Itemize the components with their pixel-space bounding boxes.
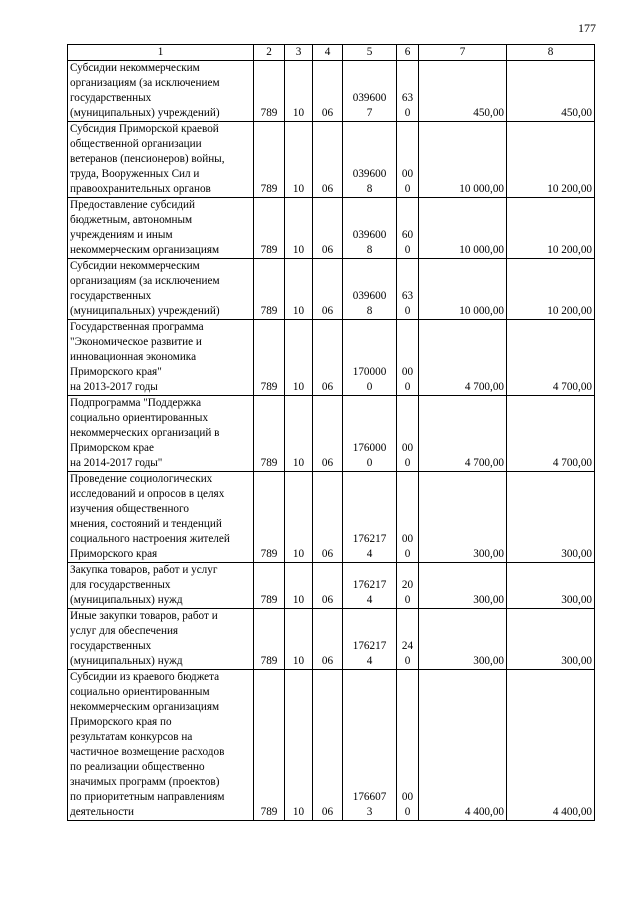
target-article-cell [343, 609, 397, 670]
column-header: 1 [68, 45, 254, 61]
target-article-cell [343, 472, 397, 563]
cell-line: 7 [366, 107, 373, 119]
cell-line: 176217 [352, 640, 387, 652]
cell-line: 4 [366, 655, 373, 667]
cell-line: общественной организации [70, 138, 202, 150]
cell-line: государственных [70, 92, 152, 104]
code-cell: 789 [254, 198, 285, 259]
cell-line: правоохранительных органов [70, 183, 211, 195]
code-cell: 789 [254, 122, 285, 198]
row-name-cell [68, 122, 254, 198]
code-cell: 06 [313, 198, 343, 259]
code-cell: 06 [313, 259, 343, 320]
cell-line: 00 [401, 442, 414, 454]
cell-line: 8 [366, 244, 373, 256]
amount-cell-col7: 4 400,00 [419, 670, 507, 821]
amount-cell-col7: 4 700,00 [419, 396, 507, 472]
target-article-cell [343, 563, 397, 609]
target-article-cell [343, 670, 397, 821]
table-body [68, 61, 595, 821]
table-row [68, 472, 595, 563]
expense-type-cell [397, 259, 419, 320]
code-cell: 10 [285, 563, 313, 609]
table-row [68, 609, 595, 670]
cell-line: инновационная экономика [70, 351, 197, 363]
amount-cell-col8: 4 700,00 [507, 396, 595, 472]
cell-line: Приморского края по [70, 716, 172, 728]
table-row [68, 320, 595, 396]
amount-cell-col8: 300,00 [507, 563, 595, 609]
code-cell: 789 [254, 472, 285, 563]
cell-line: социально ориентированным [70, 686, 210, 698]
cell-line: 0 [404, 655, 411, 667]
cell-line: 00 [401, 533, 414, 545]
code-cell: 789 [254, 61, 285, 122]
cell-line: некоммерческим организациям [70, 701, 220, 713]
cell-line: Подпрограмма "Поддержка [70, 397, 202, 409]
cell-line: некоммерческим организациям [70, 244, 220, 256]
cell-line: государственных [70, 640, 152, 652]
code-cell: 10 [285, 198, 313, 259]
cell-line: 63 [401, 290, 414, 302]
cell-line: 039600 [352, 229, 387, 241]
row-name-cell [68, 396, 254, 472]
row-name-cell [68, 563, 254, 609]
cell-line: (муниципальных) учреждений) [70, 305, 220, 317]
cell-line: Проведение социологических [70, 473, 213, 485]
cell-line: 176217 [352, 579, 387, 591]
expense-type-cell [397, 320, 419, 396]
column-header: 3 [285, 45, 313, 61]
cell-line: социально ориентированных [70, 412, 209, 424]
cell-line: по реализации общественно [70, 761, 205, 773]
table-row [68, 259, 595, 320]
cell-line: организациям (за исключением [70, 77, 220, 89]
cell-line: 0 [404, 594, 411, 606]
column-header: 5 [343, 45, 397, 61]
cell-line: 63 [401, 92, 414, 104]
code-cell: 789 [254, 609, 285, 670]
expense-type-cell [397, 122, 419, 198]
target-article-cell [343, 61, 397, 122]
cell-line: Закупка товаров, работ и услуг [70, 564, 218, 576]
table-header-row [68, 45, 595, 61]
code-cell: 06 [313, 61, 343, 122]
cell-line: 176000 [352, 442, 387, 454]
cell-line: 00 [401, 168, 414, 180]
cell-line: Иные закупки товаров, работ и [70, 610, 218, 622]
row-name-cell [68, 198, 254, 259]
amount-cell-col7: 4 700,00 [419, 320, 507, 396]
cell-line: 0 [404, 107, 411, 119]
cell-line: 3 [366, 806, 373, 818]
target-article-cell [343, 122, 397, 198]
amount-cell-col8: 10 200,00 [507, 259, 595, 320]
cell-line: 4 [366, 548, 373, 560]
cell-line: 0 [404, 457, 411, 469]
table-row [68, 122, 595, 198]
amount-cell-col7: 300,00 [419, 609, 507, 670]
cell-line: 0 [404, 548, 411, 560]
amount-cell-col8: 10 200,00 [507, 122, 595, 198]
column-header: 4 [313, 45, 343, 61]
code-cell: 10 [285, 670, 313, 821]
code-cell: 10 [285, 472, 313, 563]
cell-line: Государственная программа [70, 321, 204, 333]
cell-line: труда, Вооруженных Сил и [70, 168, 200, 180]
cell-line: 60 [401, 229, 414, 241]
expense-type-cell [397, 563, 419, 609]
column-header: 6 [397, 45, 419, 61]
cell-line: 039600 [352, 92, 387, 104]
cell-line: бюджетным, автономным [70, 214, 193, 226]
code-cell: 10 [285, 122, 313, 198]
amount-cell-col7: 10 000,00 [419, 259, 507, 320]
cell-line: Субсидия Приморской краевой [70, 123, 219, 135]
code-cell: 10 [285, 259, 313, 320]
row-name-cell [68, 609, 254, 670]
cell-line: ветеранов (пенсионеров) войны, [70, 153, 225, 165]
cell-line: 8 [366, 183, 373, 195]
code-cell: 789 [254, 320, 285, 396]
amount-cell-col7: 10 000,00 [419, 198, 507, 259]
cell-line: 24 [401, 640, 414, 652]
amount-cell-col8: 450,00 [507, 61, 595, 122]
cell-line: по приоритетным направлениям [70, 791, 225, 803]
page-number: 177 [578, 21, 596, 35]
expense-type-cell [397, 396, 419, 472]
cell-line: 176217 [352, 533, 387, 545]
code-cell: 06 [313, 396, 343, 472]
cell-line: 176607 [352, 791, 387, 803]
cell-line: 4 [366, 594, 373, 606]
amount-cell-col7: 10 000,00 [419, 122, 507, 198]
target-article-cell [343, 320, 397, 396]
cell-line: (муниципальных) нужд [70, 655, 183, 667]
amount-cell-col8: 4 700,00 [507, 320, 595, 396]
amount-cell-col8: 4 400,00 [507, 670, 595, 821]
cell-line: услуг для обеспечения [70, 625, 179, 637]
expense-type-cell [397, 609, 419, 670]
budget-table [67, 44, 595, 821]
target-article-cell [343, 396, 397, 472]
cell-line: изучения общественного [70, 503, 189, 515]
cell-line: 0 [366, 457, 373, 469]
cell-line: Субсидии некоммерческим [70, 62, 200, 74]
cell-line: Приморского края" [70, 366, 162, 378]
code-cell: 06 [313, 563, 343, 609]
table-row [68, 563, 595, 609]
cell-line: значимых программ (проектов) [70, 776, 220, 788]
cell-line: 00 [401, 366, 414, 378]
code-cell: 06 [313, 472, 343, 563]
code-cell: 789 [254, 396, 285, 472]
code-cell: 06 [313, 670, 343, 821]
cell-line: 0 [404, 381, 411, 393]
cell-line: 0 [404, 183, 411, 195]
amount-cell-col8: 300,00 [507, 472, 595, 563]
cell-line: на 2013-2017 годы [70, 381, 158, 393]
code-cell: 10 [285, 61, 313, 122]
row-name-cell [68, 320, 254, 396]
column-header: 2 [254, 45, 285, 61]
expense-type-cell [397, 198, 419, 259]
row-name-cell [68, 61, 254, 122]
expense-type-cell [397, 670, 419, 821]
code-cell: 789 [254, 670, 285, 821]
column-header: 7 [419, 45, 507, 61]
cell-line: "Экономическое развитие и [70, 336, 202, 348]
amount-cell-col8: 10 200,00 [507, 198, 595, 259]
cell-line: учреждениям и иным [70, 229, 173, 241]
code-cell: 06 [313, 122, 343, 198]
table-row [68, 198, 595, 259]
target-article-cell [343, 198, 397, 259]
row-name-cell [68, 472, 254, 563]
cell-line: 039600 [352, 168, 387, 180]
column-header: 8 [507, 45, 595, 61]
expense-type-cell [397, 472, 419, 563]
cell-line: Приморском крае [70, 442, 154, 454]
cell-line: государственных [70, 290, 152, 302]
cell-line: некоммерческих организаций в [70, 427, 220, 439]
cell-line: мнения, состояний и тенденций [70, 518, 222, 530]
code-cell: 789 [254, 259, 285, 320]
row-name-cell [68, 259, 254, 320]
cell-line: Предоставление субсидий [70, 199, 196, 211]
cell-line: деятельности [70, 806, 135, 818]
cell-line: исследований и опросов в целях [70, 488, 225, 500]
amount-cell-col7: 300,00 [419, 472, 507, 563]
amount-cell-col8: 300,00 [507, 609, 595, 670]
code-cell: 10 [285, 396, 313, 472]
cell-line: 0 [404, 806, 411, 818]
code-cell: 789 [254, 563, 285, 609]
cell-line: для государственных [70, 579, 171, 591]
cell-line: 0 [404, 305, 411, 317]
cell-line: (муниципальных) нужд [70, 594, 183, 606]
cell-line: результатам конкурсов на [70, 731, 193, 743]
cell-line: на 2014-2017 годы" [70, 457, 163, 469]
code-cell: 10 [285, 320, 313, 396]
code-cell: 10 [285, 609, 313, 670]
target-article-cell [343, 259, 397, 320]
cell-line: 8 [366, 305, 373, 317]
table-row [68, 61, 595, 122]
table-row [68, 670, 595, 821]
cell-line: 039600 [352, 290, 387, 302]
cell-line: (муниципальных) учреждений) [70, 107, 220, 119]
amount-cell-col7: 450,00 [419, 61, 507, 122]
expense-type-cell [397, 61, 419, 122]
cell-line: Субсидии из краевого бюджета [70, 671, 220, 683]
cell-line: социального настроения жителей [70, 533, 230, 545]
cell-line: организациям (за исключением [70, 275, 220, 287]
amount-cell-col7: 300,00 [419, 563, 507, 609]
cell-line: 00 [401, 791, 414, 803]
row-name-cell [68, 670, 254, 821]
cell-line: 170000 [352, 366, 387, 378]
cell-line: Приморского края [70, 548, 158, 560]
cell-line: 20 [401, 579, 414, 591]
cell-line: 0 [366, 381, 373, 393]
cell-line: частичное возмещение расходов [70, 746, 225, 758]
table-row [68, 396, 595, 472]
cell-line: 0 [404, 244, 411, 256]
cell-line: Субсидии некоммерческим [70, 260, 200, 272]
code-cell: 06 [313, 320, 343, 396]
code-cell: 06 [313, 609, 343, 670]
